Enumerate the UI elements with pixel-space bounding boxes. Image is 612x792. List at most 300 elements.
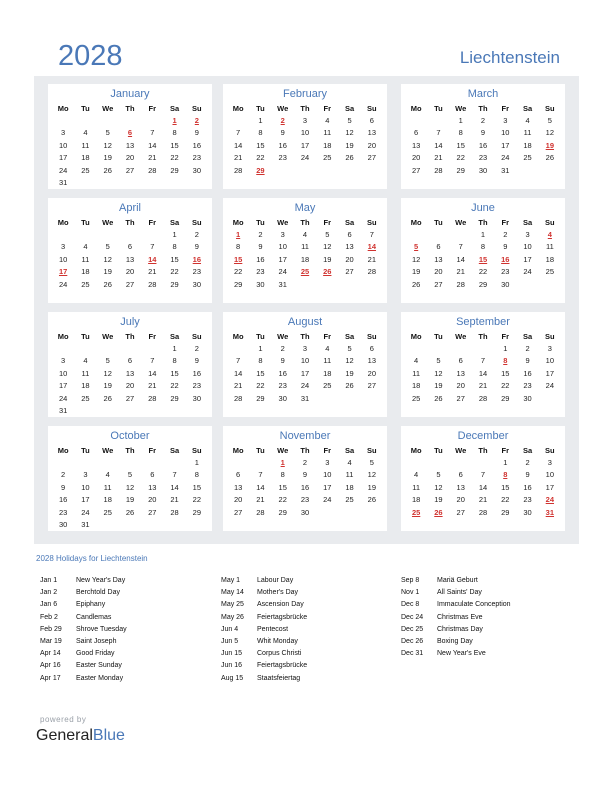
calendar-day: 17 bbox=[300, 140, 310, 150]
calendar-day: 2 bbox=[280, 344, 285, 353]
holiday-row bbox=[401, 636, 511, 648]
empty-day bbox=[52, 457, 74, 469]
calendar-day: 19 bbox=[125, 495, 135, 505]
holiday-day: 2 bbox=[280, 116, 285, 125]
calendar-day: 20 bbox=[125, 267, 135, 277]
holiday-day: 5 bbox=[414, 242, 419, 252]
empty-day bbox=[249, 457, 271, 469]
empty-day bbox=[450, 457, 472, 469]
calendar-day: 15 bbox=[501, 482, 510, 492]
empty-day bbox=[52, 115, 74, 127]
holiday-name: Boxing Day bbox=[437, 637, 473, 645]
calendar-day: 18 bbox=[411, 381, 421, 391]
calendar-day: 28 bbox=[478, 507, 488, 517]
calendar-day: 26 bbox=[103, 165, 112, 175]
month-grid bbox=[48, 216, 212, 291]
weekday-header: Fr bbox=[148, 218, 157, 227]
calendar-day: 30 bbox=[256, 279, 265, 289]
calendar-day: 30 bbox=[300, 507, 310, 517]
calendar-day: 5 bbox=[436, 356, 441, 366]
calendar-day: 11 bbox=[345, 470, 354, 480]
holiday-day: 19 bbox=[545, 140, 555, 150]
calendar-day: 28 bbox=[148, 165, 157, 175]
holiday-day: 8 bbox=[503, 470, 508, 480]
calendar-day: 31 bbox=[300, 393, 310, 403]
calendar-day: 8 bbox=[172, 242, 177, 252]
calendar-day: 7 bbox=[369, 230, 374, 239]
calendar-day: 13 bbox=[125, 140, 135, 150]
calendar-day: 30 bbox=[192, 165, 202, 175]
calendar-day: 29 bbox=[478, 279, 488, 289]
weekday-header: Sa bbox=[522, 218, 533, 227]
calendar-year: 2028 bbox=[58, 40, 123, 72]
calendar-day: 1 bbox=[503, 458, 508, 467]
weekday-header: Mo bbox=[57, 104, 69, 113]
weekday-header: We bbox=[455, 104, 467, 113]
weekday-header: We bbox=[102, 446, 114, 455]
holiday-date: Apr 16 bbox=[40, 662, 61, 670]
calendar-day: 15 bbox=[278, 482, 287, 492]
calendar-day: 21 bbox=[456, 267, 465, 277]
calendar-day: 20 bbox=[367, 140, 377, 150]
calendar-day: 21 bbox=[434, 153, 443, 163]
calendar-day: 13 bbox=[434, 254, 443, 264]
calendar-day: 28 bbox=[233, 165, 243, 175]
empty-day bbox=[405, 343, 427, 355]
calendar-day: 19 bbox=[434, 381, 443, 391]
calendar-day: 6 bbox=[369, 116, 374, 125]
calendar-day: 11 bbox=[81, 140, 90, 150]
calendar-day: 20 bbox=[456, 495, 465, 505]
calendar-day: 9 bbox=[258, 242, 263, 252]
calendar-day: 4 bbox=[414, 356, 419, 366]
calendar-day: 11 bbox=[81, 254, 90, 264]
calendar-day: 28 bbox=[170, 507, 179, 517]
calendar-day: 29 bbox=[456, 165, 465, 175]
calendar-day: 12 bbox=[345, 356, 354, 366]
empty-day bbox=[141, 115, 163, 127]
calendar-day: 16 bbox=[523, 368, 532, 378]
calendar-day: 18 bbox=[545, 254, 555, 264]
weekday-header: Mo bbox=[410, 218, 422, 227]
calendar-day: 13 bbox=[125, 254, 135, 264]
weekday-header: Tu bbox=[81, 218, 90, 227]
holiday-date: Aug 15 bbox=[221, 674, 244, 682]
empty-day bbox=[119, 343, 141, 355]
empty-day bbox=[119, 457, 141, 469]
weekday-header: Sa bbox=[169, 446, 180, 455]
weekday-header: Su bbox=[192, 218, 202, 227]
weekday-header: Su bbox=[545, 104, 555, 113]
calendar-day: 7 bbox=[150, 356, 155, 366]
calendar-day: 23 bbox=[278, 381, 287, 391]
calendar-day: 13 bbox=[233, 482, 243, 492]
empty-day bbox=[97, 343, 119, 355]
calendar-day: 31 bbox=[501, 165, 510, 175]
calendar-day: 20 bbox=[345, 254, 354, 264]
holiday-name: Easter Sunday bbox=[76, 662, 122, 670]
calendar-day: 12 bbox=[103, 140, 112, 150]
holiday-date: Dec 8 bbox=[401, 601, 420, 609]
holiday-name: Immaculate Conception bbox=[437, 601, 511, 609]
empty-day bbox=[227, 115, 249, 127]
holiday-day: 1 bbox=[280, 458, 285, 467]
month-name: March bbox=[467, 88, 499, 100]
calendar-day: 1 bbox=[458, 116, 463, 125]
calendar-day: 11 bbox=[545, 242, 554, 252]
calendar-day: 13 bbox=[148, 482, 157, 492]
calendar-day: 18 bbox=[81, 153, 90, 163]
calendar-day: 1 bbox=[172, 344, 177, 353]
month-grid bbox=[48, 444, 212, 531]
weekday-header: Th bbox=[300, 104, 310, 113]
calendar-day: 27 bbox=[233, 507, 243, 517]
calendar-day: 6 bbox=[347, 230, 352, 239]
holiday-row bbox=[40, 612, 127, 624]
empty-day bbox=[427, 115, 449, 127]
empty-day bbox=[163, 457, 185, 469]
calendar-day: 1 bbox=[172, 230, 177, 239]
empty-day bbox=[52, 343, 74, 355]
calendar-day: 22 bbox=[501, 381, 510, 391]
weekday-header: Sa bbox=[344, 332, 355, 341]
weekday-header: Tu bbox=[256, 446, 265, 455]
weekday-header: Th bbox=[478, 104, 488, 113]
calendar-day: 2 bbox=[525, 458, 530, 467]
calendar-day: 23 bbox=[192, 267, 202, 277]
calendar-day: 12 bbox=[103, 368, 112, 378]
weekday-header: Sa bbox=[169, 104, 180, 113]
calendar-day: 2 bbox=[194, 230, 199, 239]
calendar-day: 23 bbox=[278, 153, 287, 163]
calendar-day: 17 bbox=[58, 153, 68, 163]
calendar-day: 16 bbox=[278, 140, 287, 150]
holiday-day: 14 bbox=[148, 254, 157, 264]
calendar-day: 23 bbox=[523, 381, 532, 391]
month-grid bbox=[48, 330, 212, 417]
holiday-date: May 26 bbox=[221, 613, 244, 621]
calendar-day: 4 bbox=[83, 356, 88, 366]
calendar-day: 4 bbox=[414, 470, 419, 480]
calendar-day: 11 bbox=[523, 128, 532, 138]
month-january bbox=[48, 84, 212, 189]
month-name: January bbox=[110, 88, 150, 100]
calendar-day: 5 bbox=[347, 116, 352, 125]
calendar-day: 30 bbox=[278, 393, 287, 403]
calendar-day: 30 bbox=[192, 393, 202, 403]
calendar-day: 28 bbox=[456, 279, 465, 289]
weekday-header: Th bbox=[300, 332, 310, 341]
calendar-day: 10 bbox=[545, 356, 555, 366]
calendar-day: 29 bbox=[501, 393, 510, 403]
calendar-day: 11 bbox=[412, 482, 421, 492]
empty-day bbox=[97, 457, 119, 469]
calendar-day: 23 bbox=[523, 495, 532, 505]
holiday-date: Dec 31 bbox=[401, 650, 424, 658]
calendar-day: 25 bbox=[523, 153, 532, 163]
calendar-day: 3 bbox=[302, 116, 308, 125]
calendar-day: 29 bbox=[170, 393, 179, 403]
calendar-day: 12 bbox=[434, 368, 443, 378]
month-grid bbox=[401, 102, 565, 177]
month-july bbox=[48, 312, 212, 417]
calendar-day: 23 bbox=[501, 267, 510, 277]
calendar-day: 17 bbox=[58, 381, 68, 391]
holiday-date: Mar 19 bbox=[40, 637, 62, 645]
calendar-day: 20 bbox=[411, 153, 421, 163]
weekday-header: Fr bbox=[501, 332, 510, 341]
holiday-date: May 25 bbox=[221, 601, 244, 609]
holiday-day: 4 bbox=[547, 230, 552, 239]
calendar-day: 27 bbox=[434, 279, 443, 289]
calendar-day: 22 bbox=[278, 495, 287, 505]
calendar-day: 15 bbox=[170, 368, 179, 378]
holiday-day: 15 bbox=[233, 254, 243, 264]
holiday-row bbox=[40, 648, 127, 660]
calendar-day: 4 bbox=[325, 344, 330, 353]
holiday-name: New Year's Eve bbox=[437, 650, 486, 658]
calendar-day: 3 bbox=[547, 458, 552, 467]
holiday-name: Whit Monday bbox=[257, 637, 298, 645]
calendar-day: 5 bbox=[347, 344, 352, 353]
weekday-header: Fr bbox=[148, 332, 157, 341]
calendar-day: 26 bbox=[411, 279, 421, 289]
calendar-day: 1 bbox=[194, 458, 199, 467]
month-grid bbox=[401, 216, 565, 291]
calendar-day: 10 bbox=[58, 140, 68, 150]
calendar-day: 7 bbox=[480, 470, 486, 480]
calendar-day: 26 bbox=[345, 153, 354, 163]
empty-day bbox=[97, 115, 119, 127]
weekday-header: Th bbox=[478, 218, 488, 227]
month-march bbox=[401, 84, 565, 189]
calendar-day: 15 bbox=[192, 482, 202, 492]
weekday-header: We bbox=[455, 218, 467, 227]
holiday-row bbox=[40, 575, 127, 587]
empty-day bbox=[74, 229, 96, 241]
empty-day bbox=[74, 457, 96, 469]
weekday-header: Su bbox=[192, 332, 202, 341]
calendar-day: 8 bbox=[258, 356, 263, 366]
calendar-panel bbox=[34, 76, 579, 544]
calendar-day: 10 bbox=[523, 242, 532, 252]
calendar-day: 25 bbox=[81, 279, 90, 289]
weekday-header: Sa bbox=[522, 104, 533, 113]
weekday-header: Tu bbox=[81, 446, 90, 455]
holiday-name: Staatsfeiertag bbox=[257, 674, 301, 682]
calendar-day: 30 bbox=[523, 507, 532, 517]
weekday-header: Mo bbox=[410, 104, 422, 113]
empty-day bbox=[472, 457, 494, 469]
empty-day bbox=[450, 229, 472, 241]
calendar-day: 8 bbox=[172, 128, 177, 138]
weekday-header: Fr bbox=[501, 446, 510, 455]
calendar-day: 19 bbox=[367, 482, 377, 492]
calendar-day: 15 bbox=[256, 368, 265, 378]
powered-by-text: powered by bbox=[40, 715, 87, 724]
calendar-day: 14 bbox=[148, 140, 157, 150]
month-grid bbox=[401, 330, 565, 405]
calendar-day: 4 bbox=[347, 458, 352, 467]
holiday-name: All Saints' Day bbox=[437, 589, 482, 597]
calendar-day: 15 bbox=[501, 368, 510, 378]
calendar-day: 12 bbox=[345, 128, 354, 138]
empty-day bbox=[141, 229, 163, 241]
holiday-day: 14 bbox=[367, 242, 377, 252]
calendar-day: 11 bbox=[81, 368, 90, 378]
weekday-header: Sa bbox=[344, 218, 355, 227]
weekday-header: Sa bbox=[344, 104, 355, 113]
month-september bbox=[401, 312, 565, 417]
brand-blue: Blue bbox=[92, 727, 125, 744]
holiday-day: 1 bbox=[236, 230, 241, 239]
weekday-header: Su bbox=[367, 446, 377, 455]
weekday-header: Th bbox=[125, 332, 135, 341]
month-november bbox=[223, 426, 387, 531]
calendar-day: 16 bbox=[523, 482, 532, 492]
holiday-row bbox=[401, 599, 511, 611]
calendar-day: 9 bbox=[503, 242, 508, 252]
month-grid bbox=[401, 444, 565, 519]
calendar-day: 9 bbox=[280, 356, 285, 366]
calendar-day: 9 bbox=[480, 128, 486, 138]
empty-day bbox=[141, 343, 163, 355]
holiday-name: Feiertagsbrücke bbox=[257, 613, 308, 621]
holidays-title: 2028 Holidays for Liechtenstein bbox=[36, 554, 148, 563]
calendar-day: 21 bbox=[478, 381, 488, 391]
weekday-header: Mo bbox=[57, 218, 69, 227]
calendar-day: 26 bbox=[545, 153, 555, 163]
weekday-header: Tu bbox=[256, 218, 265, 227]
calendar-day: 10 bbox=[278, 242, 287, 252]
weekday-header: Tu bbox=[256, 104, 265, 113]
calendar-day: 8 bbox=[194, 470, 199, 480]
calendar-day: 4 bbox=[325, 116, 330, 125]
weekday-header: We bbox=[455, 446, 467, 455]
calendar-day: 22 bbox=[256, 381, 265, 391]
calendar-day: 23 bbox=[192, 153, 202, 163]
month-grid bbox=[48, 102, 212, 189]
calendar-day: 25 bbox=[103, 507, 112, 517]
holiday-row bbox=[40, 587, 127, 599]
calendar-day: 22 bbox=[478, 267, 488, 277]
holiday-day: 24 bbox=[545, 495, 555, 505]
calendar-day: 9 bbox=[61, 482, 66, 492]
calendar-day: 27 bbox=[125, 165, 135, 175]
weekday-header: Tu bbox=[434, 332, 443, 341]
holiday-day: 16 bbox=[192, 254, 202, 264]
holiday-date: Jan 1 bbox=[40, 577, 58, 584]
calendar-day: 28 bbox=[233, 393, 243, 403]
calendar-day: 14 bbox=[233, 368, 243, 378]
calendar-day: 17 bbox=[501, 140, 510, 150]
holiday-row bbox=[401, 612, 511, 624]
weekday-header: We bbox=[277, 218, 289, 227]
weekday-header: Tu bbox=[81, 104, 90, 113]
holiday-name: Saint Joseph bbox=[76, 637, 117, 645]
holiday-date: Nov 1 bbox=[401, 589, 420, 597]
weekday-header: Tu bbox=[434, 446, 443, 455]
calendar-day: 28 bbox=[367, 267, 377, 277]
calendar-day: 14 bbox=[478, 368, 488, 378]
calendar-day: 26 bbox=[125, 507, 135, 517]
weekday-header: We bbox=[102, 332, 114, 341]
holiday-date: Jun 15 bbox=[221, 650, 243, 658]
calendar-day: 19 bbox=[411, 267, 421, 277]
holiday-day: 25 bbox=[300, 267, 310, 277]
calendar-day: 14 bbox=[233, 140, 243, 150]
weekday-header: Th bbox=[125, 218, 135, 227]
calendar-day: 8 bbox=[280, 470, 285, 480]
holiday-date: Jan 6 bbox=[40, 601, 58, 609]
calendar-day: 20 bbox=[456, 381, 465, 391]
calendar-day: 29 bbox=[278, 507, 287, 517]
calendar-day: 5 bbox=[369, 458, 374, 467]
weekday-header: Fr bbox=[148, 104, 157, 113]
calendar-day: 10 bbox=[545, 470, 555, 480]
holiday-day: 16 bbox=[501, 254, 510, 264]
calendar-day: 31 bbox=[278, 279, 287, 289]
calendar-day: 27 bbox=[411, 165, 421, 175]
weekday-header: Th bbox=[125, 104, 135, 113]
calendar-day: 1 bbox=[503, 344, 508, 353]
calendar-day: 1 bbox=[258, 116, 263, 125]
weekday-header: Sa bbox=[169, 218, 180, 227]
holiday-date: Jun 5 bbox=[221, 637, 239, 645]
weekday-header: Fr bbox=[323, 218, 332, 227]
calendar-day: 31 bbox=[81, 519, 90, 529]
calendar-day: 23 bbox=[300, 495, 310, 505]
calendar-day: 24 bbox=[58, 393, 68, 403]
weekday-header: Su bbox=[192, 104, 202, 113]
holiday-date: May 14 bbox=[221, 589, 244, 597]
weekday-header: Th bbox=[300, 446, 310, 455]
calendar-day: 12 bbox=[434, 482, 443, 492]
calendar-day: 3 bbox=[525, 230, 530, 239]
brand-general: General bbox=[36, 727, 93, 744]
calendar-day: 21 bbox=[367, 254, 377, 264]
calendar-day: 9 bbox=[525, 470, 530, 480]
calendar-day: 10 bbox=[501, 128, 510, 138]
calendar-day: 7 bbox=[480, 356, 486, 366]
month-grid bbox=[223, 216, 387, 291]
month-grid bbox=[223, 444, 387, 519]
holiday-row bbox=[221, 599, 307, 611]
month-february bbox=[223, 84, 387, 189]
calendar-day: 21 bbox=[256, 495, 265, 505]
calendar-day: 8 bbox=[172, 356, 177, 366]
holiday-day: 17 bbox=[58, 267, 68, 277]
calendar-day: 2 bbox=[302, 458, 308, 467]
calendar-day: 20 bbox=[148, 495, 157, 505]
empty-day bbox=[97, 229, 119, 241]
calendar-day: 26 bbox=[367, 495, 377, 505]
calendar-day: 31 bbox=[58, 177, 68, 187]
calendar-day: 17 bbox=[323, 482, 332, 492]
calendar-day: 27 bbox=[367, 153, 377, 163]
weekday-header: We bbox=[277, 446, 289, 455]
month-name: October bbox=[110, 430, 150, 442]
calendar-day: 12 bbox=[367, 470, 377, 480]
calendar-day: 28 bbox=[148, 279, 157, 289]
calendar-day: 23 bbox=[256, 267, 265, 277]
weekday-header: Mo bbox=[232, 104, 244, 113]
month-name: July bbox=[120, 316, 140, 328]
calendar-day: 23 bbox=[192, 381, 202, 391]
calendar-day: 18 bbox=[300, 254, 310, 264]
holiday-row bbox=[221, 648, 307, 660]
weekday-header: Su bbox=[545, 446, 555, 455]
